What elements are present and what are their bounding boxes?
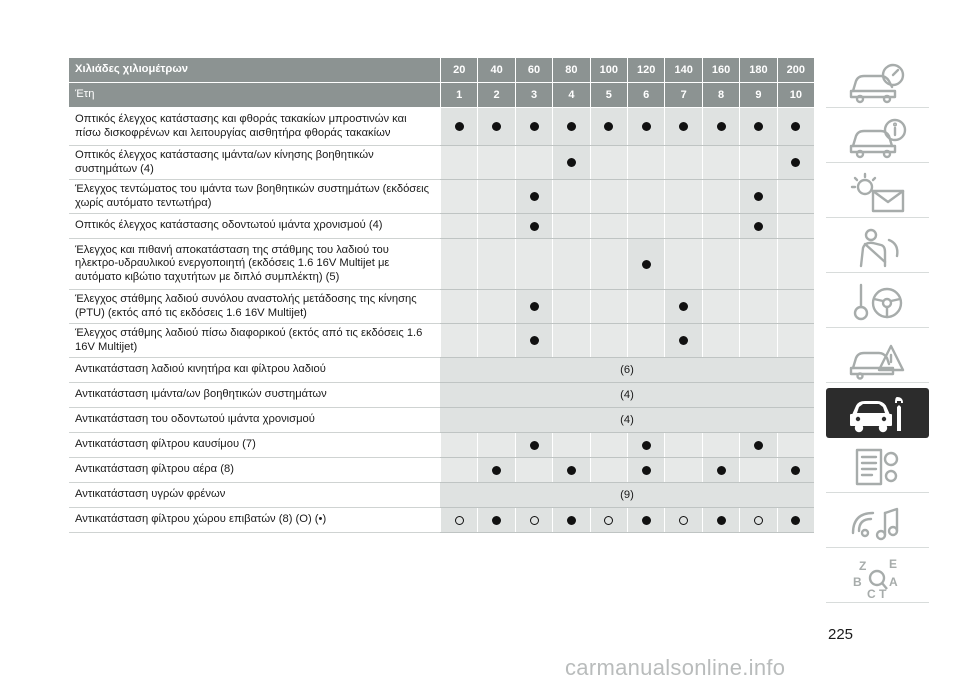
interval-cell — [552, 458, 589, 482]
index-letter-6: T — [878, 586, 886, 600]
row-description: Αντικατάσταση ιμάντα/ων βοηθητικών συστημάτων — [69, 383, 440, 408]
interval-cell — [590, 290, 627, 323]
service-marker — [679, 122, 688, 131]
header-year-3: 3 — [515, 83, 552, 107]
header-km-2: 40 — [477, 58, 514, 82]
interval-cell — [477, 324, 514, 357]
interval-cell — [477, 108, 514, 145]
service-marker — [717, 122, 726, 131]
interval-cell — [702, 239, 739, 289]
row-intervals — [440, 146, 814, 179]
row-description: Αντικατάσταση υγρών φρένων — [69, 483, 440, 508]
watermark: carmanualsonline.info — [565, 655, 786, 680]
interval-cell — [627, 146, 664, 179]
optional-service-marker — [679, 516, 688, 525]
interval-cell — [515, 214, 552, 238]
interval-cell — [702, 214, 739, 238]
optional-service-marker — [604, 516, 613, 525]
interval-cell — [739, 146, 776, 179]
index-letter-3: B — [852, 574, 862, 589]
interval-cell — [664, 180, 701, 213]
sidebar-index[interactable] — [826, 553, 929, 603]
interval-cell — [515, 508, 552, 532]
row-intervals — [440, 290, 814, 323]
service-marker — [530, 441, 539, 450]
table-row — [69, 239, 814, 290]
header-km-label: Χιλιάδες χιλιομέτρων — [75, 63, 188, 76]
table-row — [69, 458, 814, 483]
service-marker — [642, 260, 651, 269]
interval-cell — [739, 239, 776, 289]
interval-cell — [552, 433, 589, 457]
service-marker — [492, 466, 501, 475]
interval-cell — [627, 324, 664, 357]
row-description: Αντικατάσταση φίλτρου χώρου επιβατών (8) (Ο) (•) — [69, 508, 440, 533]
header-km-4: 80 — [552, 58, 589, 82]
interval-cell — [552, 180, 589, 213]
interval-cell — [440, 180, 477, 213]
interval-cell — [777, 458, 814, 482]
optional-service-marker — [455, 516, 464, 525]
interval-cell — [627, 180, 664, 213]
service-marker — [717, 516, 726, 525]
optional-service-marker — [530, 516, 539, 525]
interval-cell — [739, 180, 776, 213]
table-row — [69, 358, 814, 383]
row-description: Αντικατάσταση φίλτρου καυσίμου (7) — [69, 433, 440, 458]
interval-cell — [477, 239, 514, 289]
table-row — [69, 324, 814, 358]
table-row — [69, 180, 814, 214]
interval-cell — [702, 180, 739, 213]
row-intervals — [440, 108, 814, 145]
row-intervals — [440, 239, 814, 289]
interval-cell — [590, 324, 627, 357]
interval-cell — [477, 214, 514, 238]
header-km-10: 200 — [777, 58, 814, 82]
interval-cell — [777, 108, 814, 145]
service-marker — [679, 336, 688, 345]
row-description: Έλεγχος τεντώματος του ιμάντα των βοηθητικών συστημάτων (εκδόσεις χωρίς αυτόματο τεντωτήρα) — [69, 180, 440, 214]
interval-cell — [627, 433, 664, 457]
table-row — [69, 290, 814, 324]
header-km-8: 160 — [702, 58, 739, 82]
interval-cell — [590, 146, 627, 179]
interval-cell — [664, 290, 701, 323]
interval-cell — [664, 324, 701, 357]
header-km-values — [440, 58, 814, 82]
header-year-5: 5 — [590, 83, 627, 107]
service-marker — [754, 441, 763, 450]
interval-cell — [777, 180, 814, 213]
row-intervals — [440, 408, 814, 432]
interval-cell — [627, 290, 664, 323]
row-description: Έλεγχος στάθμης λαδιού συνόλου αναστολής μετάδοσης της κίνησης (PTU) (εκτός από τις εκδόσεις 1.6 16V Multijet) — [69, 290, 440, 324]
interval-cell — [552, 214, 589, 238]
optional-service-marker — [754, 516, 763, 525]
interval-cell — [440, 324, 477, 357]
interval-cell — [552, 146, 589, 179]
table-row — [69, 108, 814, 146]
table-row — [69, 383, 814, 408]
interval-cell — [777, 146, 814, 179]
table-row — [69, 508, 814, 533]
service-marker — [567, 158, 576, 167]
service-marker — [567, 122, 576, 131]
service-marker — [492, 516, 501, 525]
header-years-row — [69, 83, 814, 108]
row-intervals — [440, 324, 814, 357]
interval-cell — [664, 146, 701, 179]
interval-cell — [627, 239, 664, 289]
header-years-label: Έτη — [75, 88, 95, 101]
interval-cell — [590, 239, 627, 289]
row-intervals — [440, 180, 814, 213]
row-intervals — [440, 458, 814, 482]
interval-cell — [440, 146, 477, 179]
interval-cell — [440, 458, 477, 482]
interval-cell — [664, 214, 701, 238]
row-intervals — [440, 214, 814, 238]
row-description: Αντικατάσταση λαδιού κινητήρα και φίλτρου λαδιού — [69, 358, 440, 383]
row-intervals — [440, 433, 814, 457]
service-marker — [791, 122, 800, 131]
row-description: Οπτικός έλεγχος κατάστασης ιμάντα/ων κίνησης βοηθητικών συστημάτων (4) — [69, 146, 440, 180]
interval-cell — [440, 239, 477, 289]
service-marker — [455, 122, 464, 131]
sidebar-technical-data[interactable] — [826, 443, 929, 493]
service-marker — [679, 302, 688, 311]
service-marker — [642, 466, 651, 475]
interval-cell — [702, 290, 739, 323]
interval-cell — [440, 433, 477, 457]
interval-cell — [552, 108, 589, 145]
row-intervals — [440, 508, 814, 532]
header-km-6: 120 — [627, 58, 664, 82]
interval-cell — [477, 290, 514, 323]
interval-cell — [664, 433, 701, 457]
row-note: (4) — [440, 408, 814, 432]
header-km-row — [69, 58, 814, 83]
sidebar-multimedia[interactable] — [826, 498, 929, 548]
interval-cell — [552, 324, 589, 357]
header-year-6: 6 — [627, 83, 664, 107]
interval-cell — [739, 108, 776, 145]
interval-cell — [477, 433, 514, 457]
service-marker — [791, 516, 800, 525]
interval-cell — [702, 458, 739, 482]
interval-cell — [440, 290, 477, 323]
index-letter-5: C — [866, 586, 876, 600]
interval-cell — [777, 433, 814, 457]
index-letter-2: E — [888, 556, 897, 571]
service-marker — [717, 466, 726, 475]
interval-cell — [627, 508, 664, 532]
key-steering-wheel-icon — [847, 281, 909, 325]
header-year-10: 10 — [777, 83, 814, 107]
sidebar-knowing-car[interactable] — [826, 113, 929, 163]
interval-cell — [477, 180, 514, 213]
chapter-sidebar — [826, 58, 929, 608]
row-description: Αντικατάσταση του οδοντωτού ιμάντα χρονισμού — [69, 408, 440, 433]
row-description: Οπτικός έλεγχος κατάστασης και φθοράς τακακίων μπροστινών και πίσω δισκοφρένων και λειτουργίας αισθητήρα φθοράς τακακίων — [69, 108, 440, 146]
row-note: (6) — [440, 358, 814, 382]
alphabet-index-icon — [847, 556, 909, 600]
service-marker — [530, 336, 539, 345]
header-km-1: 20 — [440, 58, 477, 82]
warning-light-envelope-icon — [847, 171, 909, 215]
header-km-7: 140 — [664, 58, 701, 82]
index-letter-4: A — [888, 574, 898, 589]
interval-cell — [777, 324, 814, 357]
header-year-9: 9 — [739, 83, 776, 107]
service-marker — [530, 222, 539, 231]
header-year-1: 1 — [440, 83, 477, 107]
service-marker — [791, 158, 800, 167]
row-intervals — [440, 483, 814, 507]
header-year-4: 4 — [552, 83, 589, 107]
row-intervals — [440, 383, 814, 407]
service-marker — [642, 122, 651, 131]
header-km-3: 60 — [515, 58, 552, 82]
service-marker — [754, 192, 763, 201]
car-wrench-icon — [847, 391, 909, 435]
table-row — [69, 214, 814, 239]
table-row — [69, 146, 814, 180]
interval-cell — [627, 108, 664, 145]
header-km-9: 180 — [739, 58, 776, 82]
interval-cell — [515, 458, 552, 482]
maintenance-schedule-table — [69, 58, 814, 533]
interval-cell — [664, 458, 701, 482]
table-row — [69, 408, 814, 433]
interval-cell — [739, 508, 776, 532]
interval-cell — [515, 146, 552, 179]
interval-cell — [777, 508, 814, 532]
interval-cell — [440, 108, 477, 145]
header-year-7: 7 — [664, 83, 701, 107]
interval-cell — [739, 290, 776, 323]
signal-music-icon — [847, 501, 909, 545]
interval-cell — [515, 290, 552, 323]
service-marker — [567, 466, 576, 475]
interval-cell — [777, 290, 814, 323]
row-description: Οπτικός έλεγχος κατάστασης οδοντωτού ιμάντα χρονισμού (4) — [69, 214, 440, 239]
interval-cell — [590, 433, 627, 457]
table-row — [69, 433, 814, 458]
table-row — [69, 483, 814, 508]
interval-cell — [515, 433, 552, 457]
table-body — [69, 108, 814, 533]
interval-cell — [777, 239, 814, 289]
service-marker — [642, 441, 651, 450]
car-gauge-icon — [847, 61, 909, 105]
interval-cell — [590, 214, 627, 238]
service-marker — [754, 122, 763, 131]
sidebar-safety[interactable] — [826, 223, 929, 273]
service-marker — [754, 222, 763, 231]
header-year-2: 2 — [477, 83, 514, 107]
interval-cell — [664, 508, 701, 532]
interval-cell — [552, 239, 589, 289]
header-year-8: 8 — [702, 83, 739, 107]
row-intervals — [440, 358, 814, 382]
service-marker — [530, 192, 539, 201]
interval-cell — [515, 180, 552, 213]
row-description: Έλεγχος στάθμης λαδιού πίσω διαφορικού (εκτός από τις εκδόσεις 1.6 16V Multijet) — [69, 324, 440, 358]
interval-cell — [590, 180, 627, 213]
row-description: Αντικατάσταση φίλτρου αέρα (8) — [69, 458, 440, 483]
interval-cell — [590, 108, 627, 145]
interval-cell — [477, 146, 514, 179]
service-marker — [567, 516, 576, 525]
service-marker — [530, 122, 539, 131]
service-marker — [642, 516, 651, 525]
sidebar-starting-driving[interactable] — [826, 278, 929, 328]
header-years-values — [440, 83, 814, 107]
interval-cell — [702, 508, 739, 532]
interval-cell — [627, 458, 664, 482]
sidebar-lights-warnings[interactable] — [826, 168, 929, 218]
interval-cell — [739, 433, 776, 457]
interval-cell — [552, 290, 589, 323]
interval-cell — [664, 239, 701, 289]
interval-cell — [515, 324, 552, 357]
row-description: Έλεγχος και πιθανή αποκατάσταση της στάθμης του λαδιού του ηλεκτρο-υδραυλικού ενεργοποιητή (εκδόσεις 1.6 16V Multijet με αυτόματο κιβώτιο ταχυτήτων με διπλό συμπλέκτη) (5) — [69, 239, 440, 290]
interval-cell — [739, 214, 776, 238]
service-marker — [492, 122, 501, 131]
interval-cell — [702, 433, 739, 457]
interval-cell — [590, 458, 627, 482]
interval-cell — [777, 214, 814, 238]
interval-cell — [590, 508, 627, 532]
interval-cell — [702, 324, 739, 357]
service-marker — [604, 122, 613, 131]
sidebar-dashboard[interactable] — [826, 58, 929, 108]
index-letter-1: Z — [858, 558, 866, 573]
interval-cell — [515, 108, 552, 145]
interval-cell — [477, 508, 514, 532]
service-marker — [791, 466, 800, 475]
car-info-icon — [847, 116, 909, 160]
interval-cell — [515, 239, 552, 289]
seat-belt-person-icon — [847, 226, 909, 270]
interval-cell — [627, 214, 664, 238]
interval-cell — [702, 146, 739, 179]
interval-cell — [552, 508, 589, 532]
document-gears-icon — [847, 446, 909, 490]
interval-cell — [477, 458, 514, 482]
row-note: (4) — [440, 383, 814, 407]
interval-cell — [440, 508, 477, 532]
interval-cell — [664, 108, 701, 145]
page-number: 225 — [828, 626, 854, 643]
header-km-5: 100 — [590, 58, 627, 82]
sidebar-maintenance[interactable] — [826, 388, 929, 438]
interval-cell — [739, 458, 776, 482]
row-note: (9) — [440, 483, 814, 507]
interval-cell — [440, 214, 477, 238]
interval-cell — [702, 108, 739, 145]
interval-cell — [739, 324, 776, 357]
car-emergency-icon — [847, 336, 909, 380]
service-marker — [530, 302, 539, 311]
sidebar-emergency[interactable] — [826, 333, 929, 383]
